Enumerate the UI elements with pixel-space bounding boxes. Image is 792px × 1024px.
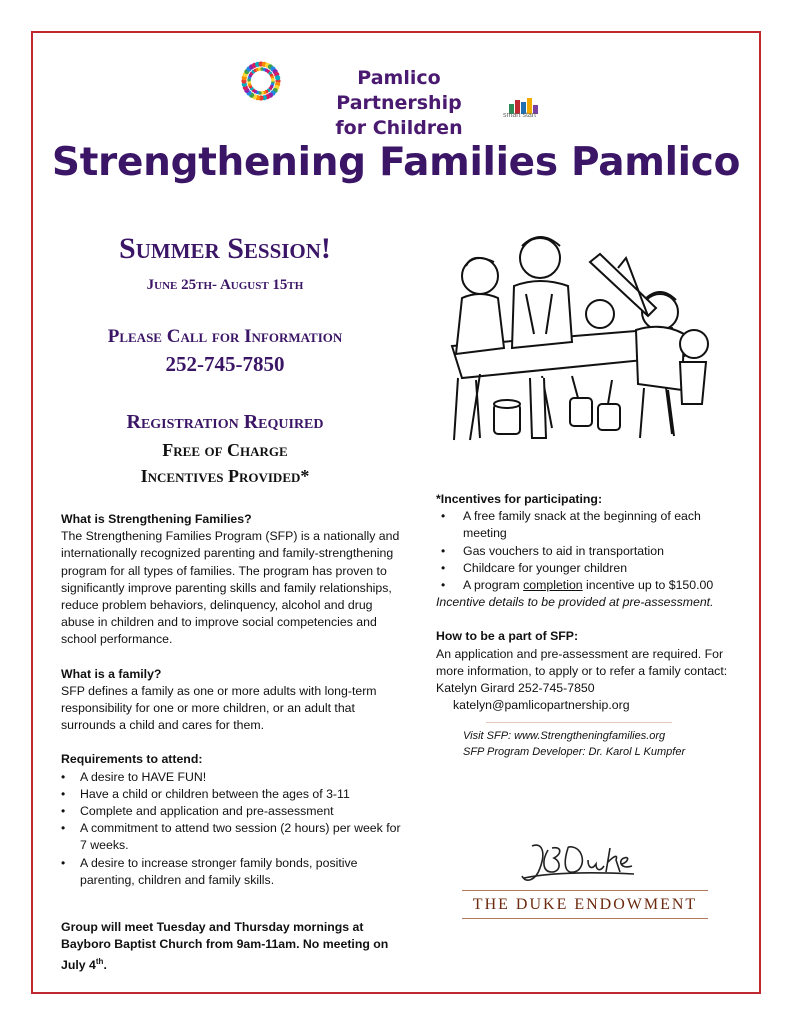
partnership-logo bbox=[0, 50, 792, 139]
howto-heading: How to be a part of SFP: bbox=[436, 629, 579, 644]
what-is-sf-section bbox=[61, 511, 401, 649]
duke-rule-top bbox=[462, 890, 708, 891]
meeting-info-end: . bbox=[103, 958, 107, 973]
incentive-item-pre: A program bbox=[463, 578, 524, 593]
requirement-item: • A desire to HAVE FUN! bbox=[61, 769, 401, 786]
incentive-item bbox=[436, 577, 736, 594]
requirement-item: • A commitment to attend two session (2 hours) per week for 7 weeks. bbox=[61, 820, 401, 854]
divider bbox=[486, 722, 672, 723]
meeting-info-sup: th bbox=[95, 957, 104, 967]
what-is-family-section bbox=[61, 666, 401, 735]
incentives-provided: Incentives Provided* bbox=[140, 466, 310, 486]
partnership-name-line1: Pamlico Partnership bbox=[336, 67, 462, 114]
session-dates: June 25th- August 15th bbox=[146, 277, 304, 293]
visit-sfp: Visit SFP: www.Strengtheningfamilies.org bbox=[463, 730, 666, 743]
smart-start-logo-icon bbox=[505, 96, 541, 126]
incentive-item: • Gas vouchers to aid in transportation bbox=[436, 543, 736, 560]
call-label: Please Call for Information bbox=[107, 326, 343, 347]
phone-number: 252-745-7850 bbox=[165, 352, 285, 376]
free-of-charge: Free of Charge bbox=[162, 440, 288, 460]
requirements-list bbox=[61, 769, 401, 889]
incentive-item-post: incentive up to $150.00 bbox=[582, 578, 714, 593]
what-is-family-heading: What is a family? bbox=[61, 666, 162, 681]
duke-endowment-name: THE DUKE ENDOWMENT bbox=[472, 896, 698, 913]
meeting-info-text: Group will meet Tuesday and Thursday mornings at Bayboro Baptist Church from 9am-11am. No meeting on July 4 bbox=[61, 920, 389, 973]
what-is-family-text: SFP defines a family as one or more adults with long-term responsibility for one or more children, or an adult that surrounds a child and cares for them. bbox=[61, 683, 377, 733]
what-is-sf-heading: What is Strengthening Families? bbox=[61, 512, 252, 526]
requirements-section bbox=[61, 751, 401, 889]
meeting-info bbox=[61, 919, 391, 975]
incentive-item-underlined: completion bbox=[523, 578, 583, 593]
program-developer: SFP Program Developer: Dr. Karol L Kumpfer bbox=[463, 746, 686, 759]
requirement-item: • A desire to increase stronger family bonds, positive parenting, children and family skills. bbox=[61, 855, 401, 889]
session-heading: Summer Session! bbox=[119, 232, 331, 265]
family-clipart-image bbox=[422, 228, 712, 450]
requirement-item: • Have a child or children between the ages of 3-11 bbox=[61, 786, 401, 803]
incentives-list bbox=[436, 508, 736, 594]
right-column bbox=[436, 491, 736, 760]
duke-endowment-logo bbox=[462, 840, 708, 922]
incentive-note: Incentive details to be provided at pre-assessment. bbox=[436, 595, 714, 610]
incentive-item: • A free family snack at the beginning of each meeting bbox=[436, 508, 736, 542]
howto-text: An application and pre-assessment are required. For more information, to apply or to refer a family contact: Katelyn Girard 252-745-7850 bbox=[436, 646, 728, 696]
partnership-name-line2: for Children bbox=[335, 117, 463, 139]
duke-signature-icon bbox=[518, 840, 638, 888]
registration-required: Registration Required bbox=[126, 411, 324, 433]
page-title: Strengthening Families Pamlico bbox=[51, 140, 741, 185]
duke-rule-bottom bbox=[462, 918, 708, 919]
incentive-item: • Childcare for younger children bbox=[436, 560, 736, 577]
partnership-name bbox=[294, 66, 504, 141]
contact-email: katelyn@pamlicopartnership.org bbox=[453, 698, 630, 713]
requirement-item: • Complete and application and pre-assessment bbox=[61, 803, 401, 820]
left-column bbox=[61, 511, 401, 889]
incentives-heading: *Incentives for participating: bbox=[436, 492, 603, 506]
requirements-heading: Requirements to attend: bbox=[61, 752, 203, 767]
what-is-sf-text: The Strengthening Families Program (SFP) is a nationally and internationally recognized parenting and family-strengthening program for all types of families. The program has proven to significantly improve parenting skills and family relationships, reduce problem behaviors, delinquency, alcohol and drug abuse in children and to improve social competencies and school performance. bbox=[61, 529, 400, 647]
smart-start-label: smart start bbox=[503, 112, 537, 119]
sunburst-logo-icon bbox=[238, 58, 284, 104]
